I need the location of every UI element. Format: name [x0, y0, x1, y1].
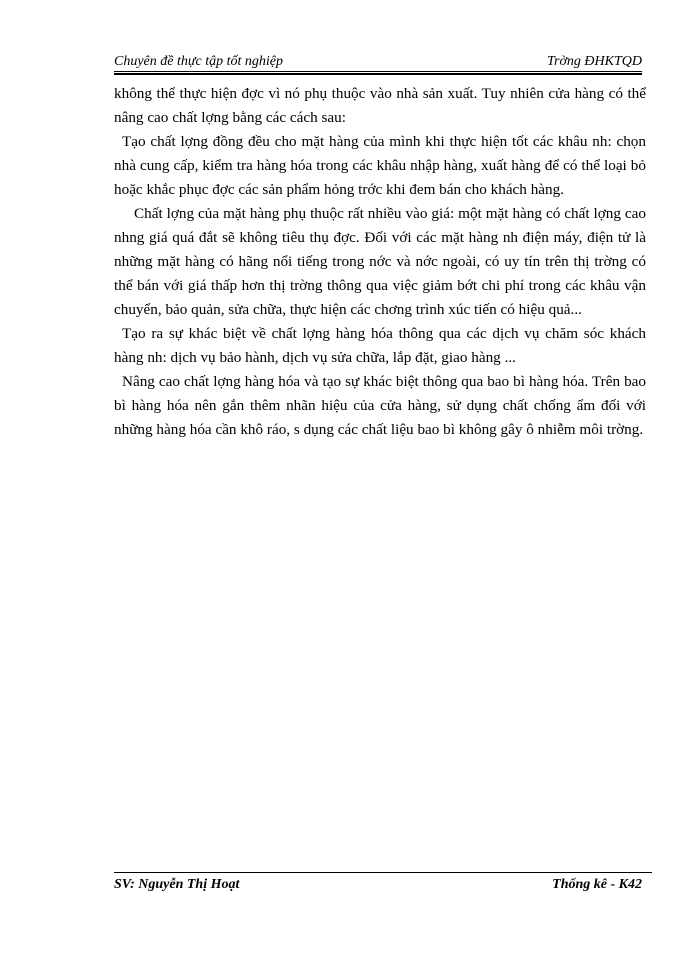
- paragraph-quality-price: Chất lợng của mặt hàng phụ thuộc rất nhiều vào giá: một mặt hàng có chất lợng cao nhng giá quá đắt sẽ không tiêu thụ đợc. Đối với các mặt hàng nh điện máy, điện tử là những mặt hàng có hãng nổi tiếng trong nớc và nớc ngoài, có uy tín trên thị trờng có thể bán với giá thấp hơn thị trờng thông qua việc giảm bớt chi phí trong các khâu vận chuyển, bảo quản, sửa chữa, thực hiện các chơng trình xúc tiến có hiệu quả...: [114, 205, 646, 318]
- footer-divider: [114, 872, 652, 873]
- page-header: [114, 52, 642, 72]
- paragraph-intro: không thể thực hiện đợc vì nó phụ thuộc vào nhà sản xuất. Tuy nhiên cửa hàng có thể nâng cao chất lợng bằng các cách sau:: [114, 85, 646, 126]
- header-document-title: Chuyên đề thực tập tốt nghiệp: [114, 54, 283, 69]
- paragraph-packaging: Nâng cao chất lợng hàng hóa và tạo sự khác biệt thông qua bao bì hàng hóa. Trên bao bì hàng hóa nên gắn thêm nhãn hiệu của cửa hàng, sử dụng chất chống ẩm đối với những hàng hóa cần khô ráo, s dụng các chất liệu bao bì không gây ô nhiễm môi trờng.: [114, 373, 646, 438]
- page-footer: [114, 876, 642, 896]
- header-divider: [114, 71, 642, 75]
- paragraph-consistent-quality: Tạo chất lợng đồng đều cho mặt hàng của mình khi thực hiện tốt các khâu nh: chọn nhà cung cấp, kiểm tra hàng hóa trong các khâu nhập hàng, xuất hàng để có thể loại bỏ hoặc khắc phục đợc các sản phẩm hỏng trớc khi đem bán cho khách hàng.: [114, 133, 646, 198]
- body-text: [114, 82, 646, 442]
- footer-student-name: SV: Nguyễn Thị Hoạt: [114, 877, 240, 892]
- footer-class: Thống kê - K42: [552, 877, 642, 892]
- header-university: Trờng ĐHKTQD: [547, 54, 642, 69]
- paragraph-customer-service: Tạo ra sự khác biệt về chất lợng hàng hóa thông qua các dịch vụ chăm sóc khách hàng nh: dịch vụ bảo hành, dịch vụ sửa chữa, lắp đặt, giao hàng ...: [114, 325, 646, 366]
